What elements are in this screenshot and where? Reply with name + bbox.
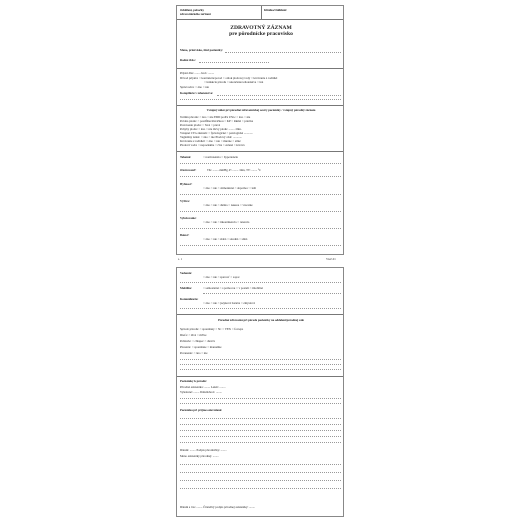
s1-row-3: Postavenie plodu: ○ ľavé ○ pravé bbox=[180, 123, 221, 127]
sign-row-2: Meno asistentky pôrodnej: ........ bbox=[180, 454, 219, 458]
s1-row-1: Termín pôrodu: ○ áno ○ nie EDD podľa USG: ○ áno ○ nie bbox=[180, 115, 251, 119]
p2-label-3: Komunikácia: bbox=[180, 297, 199, 301]
rule bbox=[177, 376, 344, 377]
complications-field-2[interactable] bbox=[180, 99, 341, 100]
block-text-4: ○ áno ○ nie ○ diétna ○ nauzea ○ vracanie bbox=[203, 203, 253, 207]
block-label-6: Bolesť: bbox=[180, 233, 190, 237]
s1-row-2: Poloha plodu: ○ pozdĺžna hlavičkou ○ KP ○ šikmá ○ priečna bbox=[180, 119, 254, 123]
block-field-6[interactable] bbox=[180, 245, 341, 246]
pp-row-5: Poranenie: ○ áno ○ nie bbox=[180, 351, 208, 355]
notes-row-1: Pôrodná asistentka: ........ Lekár: ........ bbox=[180, 385, 226, 389]
p2-text-3: ○ áno ○ nie ○ jazyková bariéra ○ zmyslová bbox=[203, 301, 255, 305]
notes-field-1[interactable] bbox=[180, 398, 341, 399]
pp-field-2[interactable] bbox=[180, 364, 341, 365]
p2-field-1[interactable] bbox=[180, 282, 341, 283]
birth-number-label: Rodné číslo: bbox=[180, 58, 196, 62]
pp-row-1: Spôsob pôrodu: ○ spontánny ○ SC ○ VEX ○ forceps bbox=[180, 327, 244, 331]
block-text-3: ○ áno ○ nie ○ obmedzená ○ dopomoc ○ leží bbox=[203, 186, 256, 190]
patient-name-label: Meno, priezvisko, titul pacientky: bbox=[180, 48, 224, 52]
block-field-2[interactable] bbox=[180, 176, 341, 177]
rule bbox=[177, 151, 344, 152]
pp-field[interactable] bbox=[180, 359, 341, 360]
block-field-4[interactable] bbox=[180, 211, 341, 212]
document-sheet bbox=[176, 5, 344, 517]
form-page-2 bbox=[176, 267, 344, 517]
block-field-1[interactable] bbox=[180, 163, 341, 164]
s1-row-7: Krvácanie z rodidiel: ○ áno ○ nie ○ mierne ○ silné bbox=[180, 139, 241, 143]
block-label-3: Hybnosť: bbox=[180, 182, 193, 186]
bottom-sign-row: Dátum a čas: ........ Čitateľný podpis pôrodnej asistentky: ........ bbox=[180, 505, 256, 509]
block-label-4: Výživa: bbox=[180, 199, 190, 203]
block-label-5: Vylučovanie: bbox=[180, 216, 197, 220]
header-left-line1: Oddělení, pobočky bbox=[180, 8, 205, 12]
patient-name-field[interactable] bbox=[225, 52, 341, 53]
block-text-1: ○ normotenzia ○ hypertenzia bbox=[203, 155, 238, 159]
notes-label: Poznámky k pôrodu: bbox=[180, 379, 207, 383]
section2-heading: Pôrodná zdravotná pri pôrode pacientky na oddelení/pôrodnej sále bbox=[218, 318, 304, 322]
sign-field-3[interactable] bbox=[180, 480, 341, 481]
p2-field-3[interactable] bbox=[180, 308, 341, 309]
handover-field-2[interactable] bbox=[180, 424, 341, 425]
sign-row: Dátum: ........ Podpis pôrodníčky: ........ bbox=[180, 448, 227, 452]
header-divider bbox=[261, 6, 262, 19]
page1-footer-right: VAZ-01 bbox=[326, 257, 336, 261]
s1-row-5: Vstupné CTG záznam: ○ fyziologické ○ patologické ............ bbox=[180, 131, 253, 135]
block-label-1: Tehotné: bbox=[180, 155, 192, 159]
block-field-5[interactable] bbox=[180, 228, 341, 229]
admission-date-row: Prijatá dňa: ........ hod.: ........ bbox=[180, 71, 215, 75]
block-label-2: Ošetrovateľ: bbox=[180, 168, 197, 172]
header-left-line2: zdravotnického zařízení bbox=[180, 12, 211, 16]
rule bbox=[177, 19, 344, 20]
pp-row-2: Dieťa: ○ živé ○ mŕtve bbox=[180, 333, 207, 337]
handover-field-1[interactable] bbox=[180, 418, 341, 419]
handover-field-5[interactable] bbox=[180, 442, 341, 443]
sign-field-2[interactable] bbox=[180, 472, 341, 473]
page1-footer-left: s. 1 bbox=[178, 257, 183, 261]
p2-text-2: ○ samostatná ○ s pomocou ○ v posteli ○ imobilná bbox=[203, 286, 263, 290]
p2-label-2: Mobilita: bbox=[180, 286, 192, 290]
handover-field-4[interactable] bbox=[180, 436, 341, 437]
s1-row-8: Plodová voda: ○ nepoznáme ○ číra ○ zelená ○ krvavá bbox=[180, 143, 245, 147]
block-text-2: TK: ........ mmHg, P: ........ /min, TT: ........ °C bbox=[207, 168, 262, 172]
form-title-line1: ZDRAVOTNÝ ZÁZNAM bbox=[230, 25, 292, 31]
s1-row-6: Vaginálny nález: ○ áno ○ nie Plodový obal: ............ bbox=[180, 135, 242, 139]
admission-reason-row2: ○ indukcia pôrodu ○ ukončenie tehotenstva ○ iné bbox=[204, 80, 264, 84]
rule bbox=[177, 68, 344, 69]
header-right-line: Klinika/Oddělení: bbox=[264, 8, 288, 12]
admission-reason-row: Dôvod prijatia: ○ kontrakcie/porod ○ odtok plodovej vody ○ krvácanie z rodidiel bbox=[180, 76, 278, 80]
p2-label-1: Vedomie: bbox=[180, 271, 193, 275]
form-title-line2: pre pôrodnícke pracovisko bbox=[229, 31, 293, 37]
notes-row-2: Vyšetrené: ........ Dátum/hod.: ........ bbox=[180, 390, 222, 394]
rule bbox=[177, 314, 344, 315]
section1-heading: Vstupný nález pri pôrodné zdravotníckej sestry pacientky / vstupný pôrodný záznam bbox=[206, 108, 316, 112]
block-field-3[interactable] bbox=[180, 194, 341, 195]
p2-text-1: ○ áno ○ nie ○ spavosť ○ sopor bbox=[203, 275, 240, 279]
pp-row-4: Placenta: ○ spontánne ○ manuálne bbox=[180, 345, 222, 349]
form-page-1 bbox=[176, 5, 344, 255]
block-text-5: ○ áno ○ nie ○ inkontinencia ○ retencia bbox=[203, 220, 250, 224]
complications-label: Kompilácie v tehotenstve: bbox=[180, 91, 214, 95]
rule bbox=[177, 105, 344, 106]
s1-row-4: Pohyby plodu: ○ áno ○ nie Ozvy plodu: ........ /min. bbox=[180, 127, 242, 131]
complications-field[interactable] bbox=[217, 95, 341, 96]
companion-row: Sprievodca: ○ áno ○ nie bbox=[180, 85, 209, 89]
handover-field-3[interactable] bbox=[180, 430, 341, 431]
birth-number-field[interactable] bbox=[199, 62, 269, 63]
handover-label: Pacientka pri príjme odovzdaná: bbox=[180, 408, 223, 412]
pp-field-3[interactable] bbox=[180, 369, 341, 370]
p2-field-2[interactable] bbox=[203, 293, 341, 294]
sign-field-1[interactable] bbox=[180, 464, 341, 465]
pp-row-3: Pohlavie: ○ chlapec ○ dievča bbox=[180, 339, 215, 343]
block-text-6: ○ áno ○ nie ○ slabá ○ stredná ○ silná bbox=[203, 237, 248, 241]
sign-field-4[interactable] bbox=[180, 488, 341, 489]
notes-field-2[interactable] bbox=[180, 403, 341, 404]
